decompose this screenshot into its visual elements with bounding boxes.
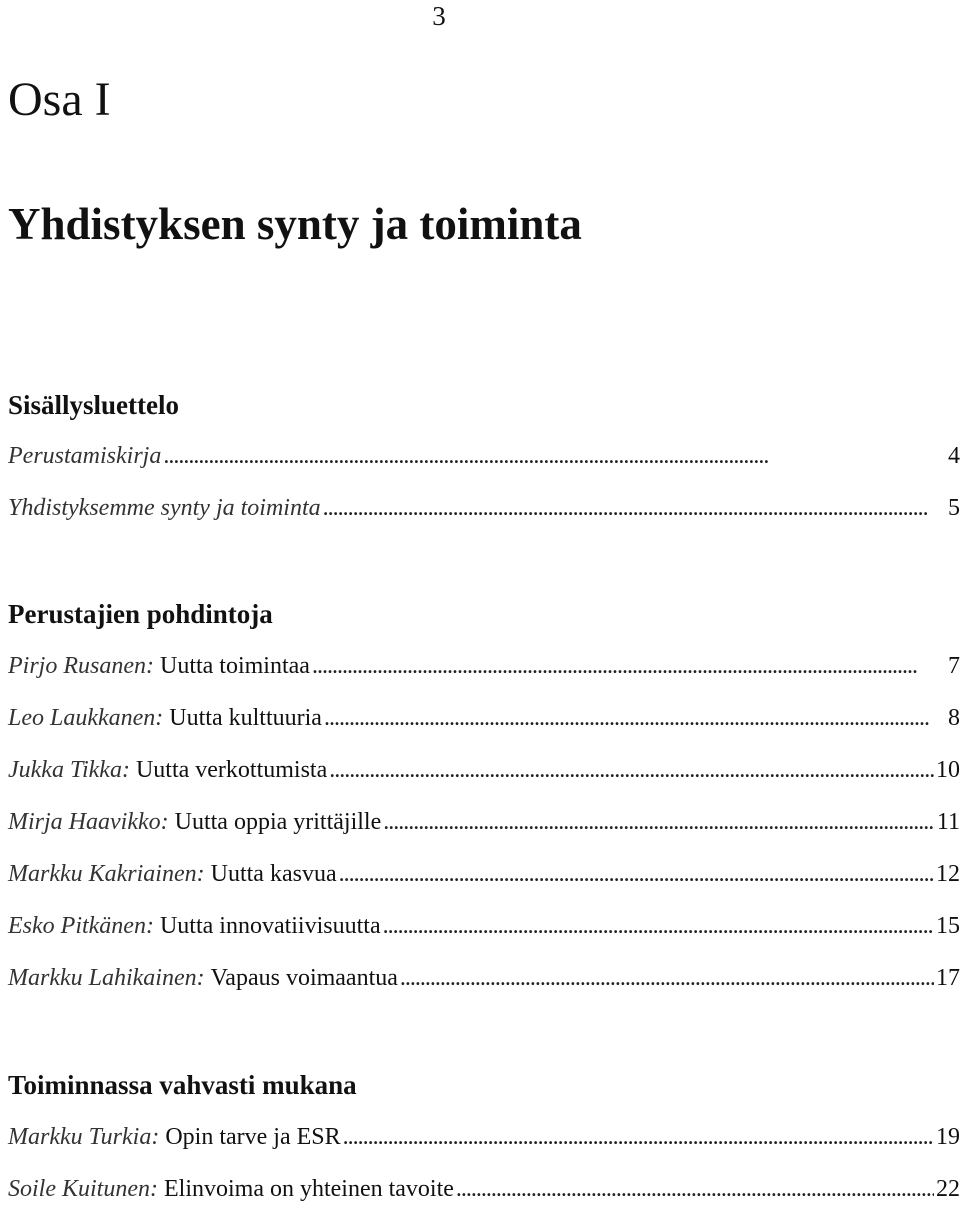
- toc-leader-dots: [329, 754, 934, 786]
- page-number: 3: [432, 1, 446, 31]
- toc-entry-title: Yhdistyksemme synty ja toiminta: [8, 495, 321, 521]
- toc-entry[interactable]: [8, 806, 960, 858]
- toc-leader-dots: [456, 1173, 934, 1205]
- toc-intro-list: [8, 440, 960, 544]
- toc-leader-dots: [324, 702, 946, 734]
- toc-entry-title: Uutta kulttuuria: [169, 705, 322, 731]
- toc-entry[interactable]: [8, 858, 960, 910]
- part-label: Osa I: [8, 73, 111, 126]
- part-title: Yhdistyksen synty ja toiminta: [8, 199, 582, 249]
- toc-entry[interactable]: [8, 492, 960, 544]
- toc-leader-dots: [163, 440, 946, 472]
- toc-entry[interactable]: [8, 962, 960, 1014]
- toc-entry[interactable]: [8, 650, 960, 702]
- toc-entry[interactable]: [8, 1121, 960, 1173]
- toc-entry[interactable]: [8, 1173, 960, 1225]
- toc-entry-page: 7: [948, 653, 960, 679]
- toc-leader-dots: [323, 492, 946, 524]
- toc-leader-dots: [383, 806, 935, 838]
- toc-entry-page: 11: [936, 809, 960, 835]
- toc-founders-list: [8, 650, 960, 1014]
- toc-entry-title: Uutta kasvua: [210, 861, 337, 887]
- toc-entry[interactable]: [8, 440, 960, 492]
- toc-entry-page: 5: [948, 495, 960, 521]
- toc-entry-page: 15: [936, 913, 960, 939]
- toc-entry-author: Mirja Haavikko:: [8, 809, 169, 835]
- toc-leader-dots: [383, 910, 934, 942]
- toc-entry-author: Markku Turkia:: [8, 1124, 160, 1150]
- toc-entry[interactable]: [8, 702, 960, 754]
- toc-entry-title: Elinvoima on yhteinen tavoite: [163, 1176, 454, 1202]
- toc-active-list: [8, 1121, 960, 1225]
- toc-heading: Sisällysluettelo: [8, 390, 180, 420]
- toc-entry-author: Soile Kuitunen:: [8, 1176, 158, 1202]
- toc-entry-page: 8: [948, 705, 960, 731]
- toc-entry-author: Markku Lahikainen:: [8, 965, 205, 991]
- toc-entry-title: Uutta innovatiivisuutta: [159, 913, 381, 939]
- toc-leader-dots: [400, 962, 934, 994]
- toc-entry-title: Perustamiskirja: [8, 443, 162, 469]
- toc-entry-page: 12: [936, 861, 960, 887]
- founders-heading: Perustajien pohdintoja: [8, 599, 273, 629]
- toc-leader-dots: [339, 858, 934, 890]
- toc-entry-page: 4: [948, 443, 960, 469]
- toc-leader-dots: [343, 1121, 934, 1153]
- toc-entry-title: Uutta oppia yrittäjille: [174, 809, 382, 835]
- toc-leader-dots: [312, 650, 946, 682]
- toc-entry-title: Uutta verkottumista: [135, 757, 328, 783]
- toc-entry-page: 10: [936, 757, 960, 783]
- toc-entry-author: Esko Pitkänen:: [8, 913, 154, 939]
- toc-entry-title: Vapaus voimaantua: [210, 965, 398, 991]
- toc-entry-author: Leo Laukkanen:: [8, 705, 164, 731]
- toc-entry-page: 19: [936, 1124, 960, 1150]
- toc-entry-author: Jukka Tikka:: [8, 757, 130, 783]
- toc-entry[interactable]: [8, 754, 960, 806]
- toc-entry-page: 22: [936, 1176, 960, 1202]
- toc-entry-author: Markku Kakriainen:: [8, 861, 205, 887]
- toc-entry-title: Opin tarve ja ESR: [165, 1124, 341, 1150]
- toc-entry-page: 17: [936, 965, 960, 991]
- toc-entry-title: Uutta toimintaa: [159, 653, 310, 679]
- toc-entry[interactable]: [8, 910, 960, 962]
- active-heading: Toiminnassa vahvasti mukana: [8, 1070, 357, 1100]
- toc-entry-author: Pirjo Rusanen:: [8, 653, 154, 679]
